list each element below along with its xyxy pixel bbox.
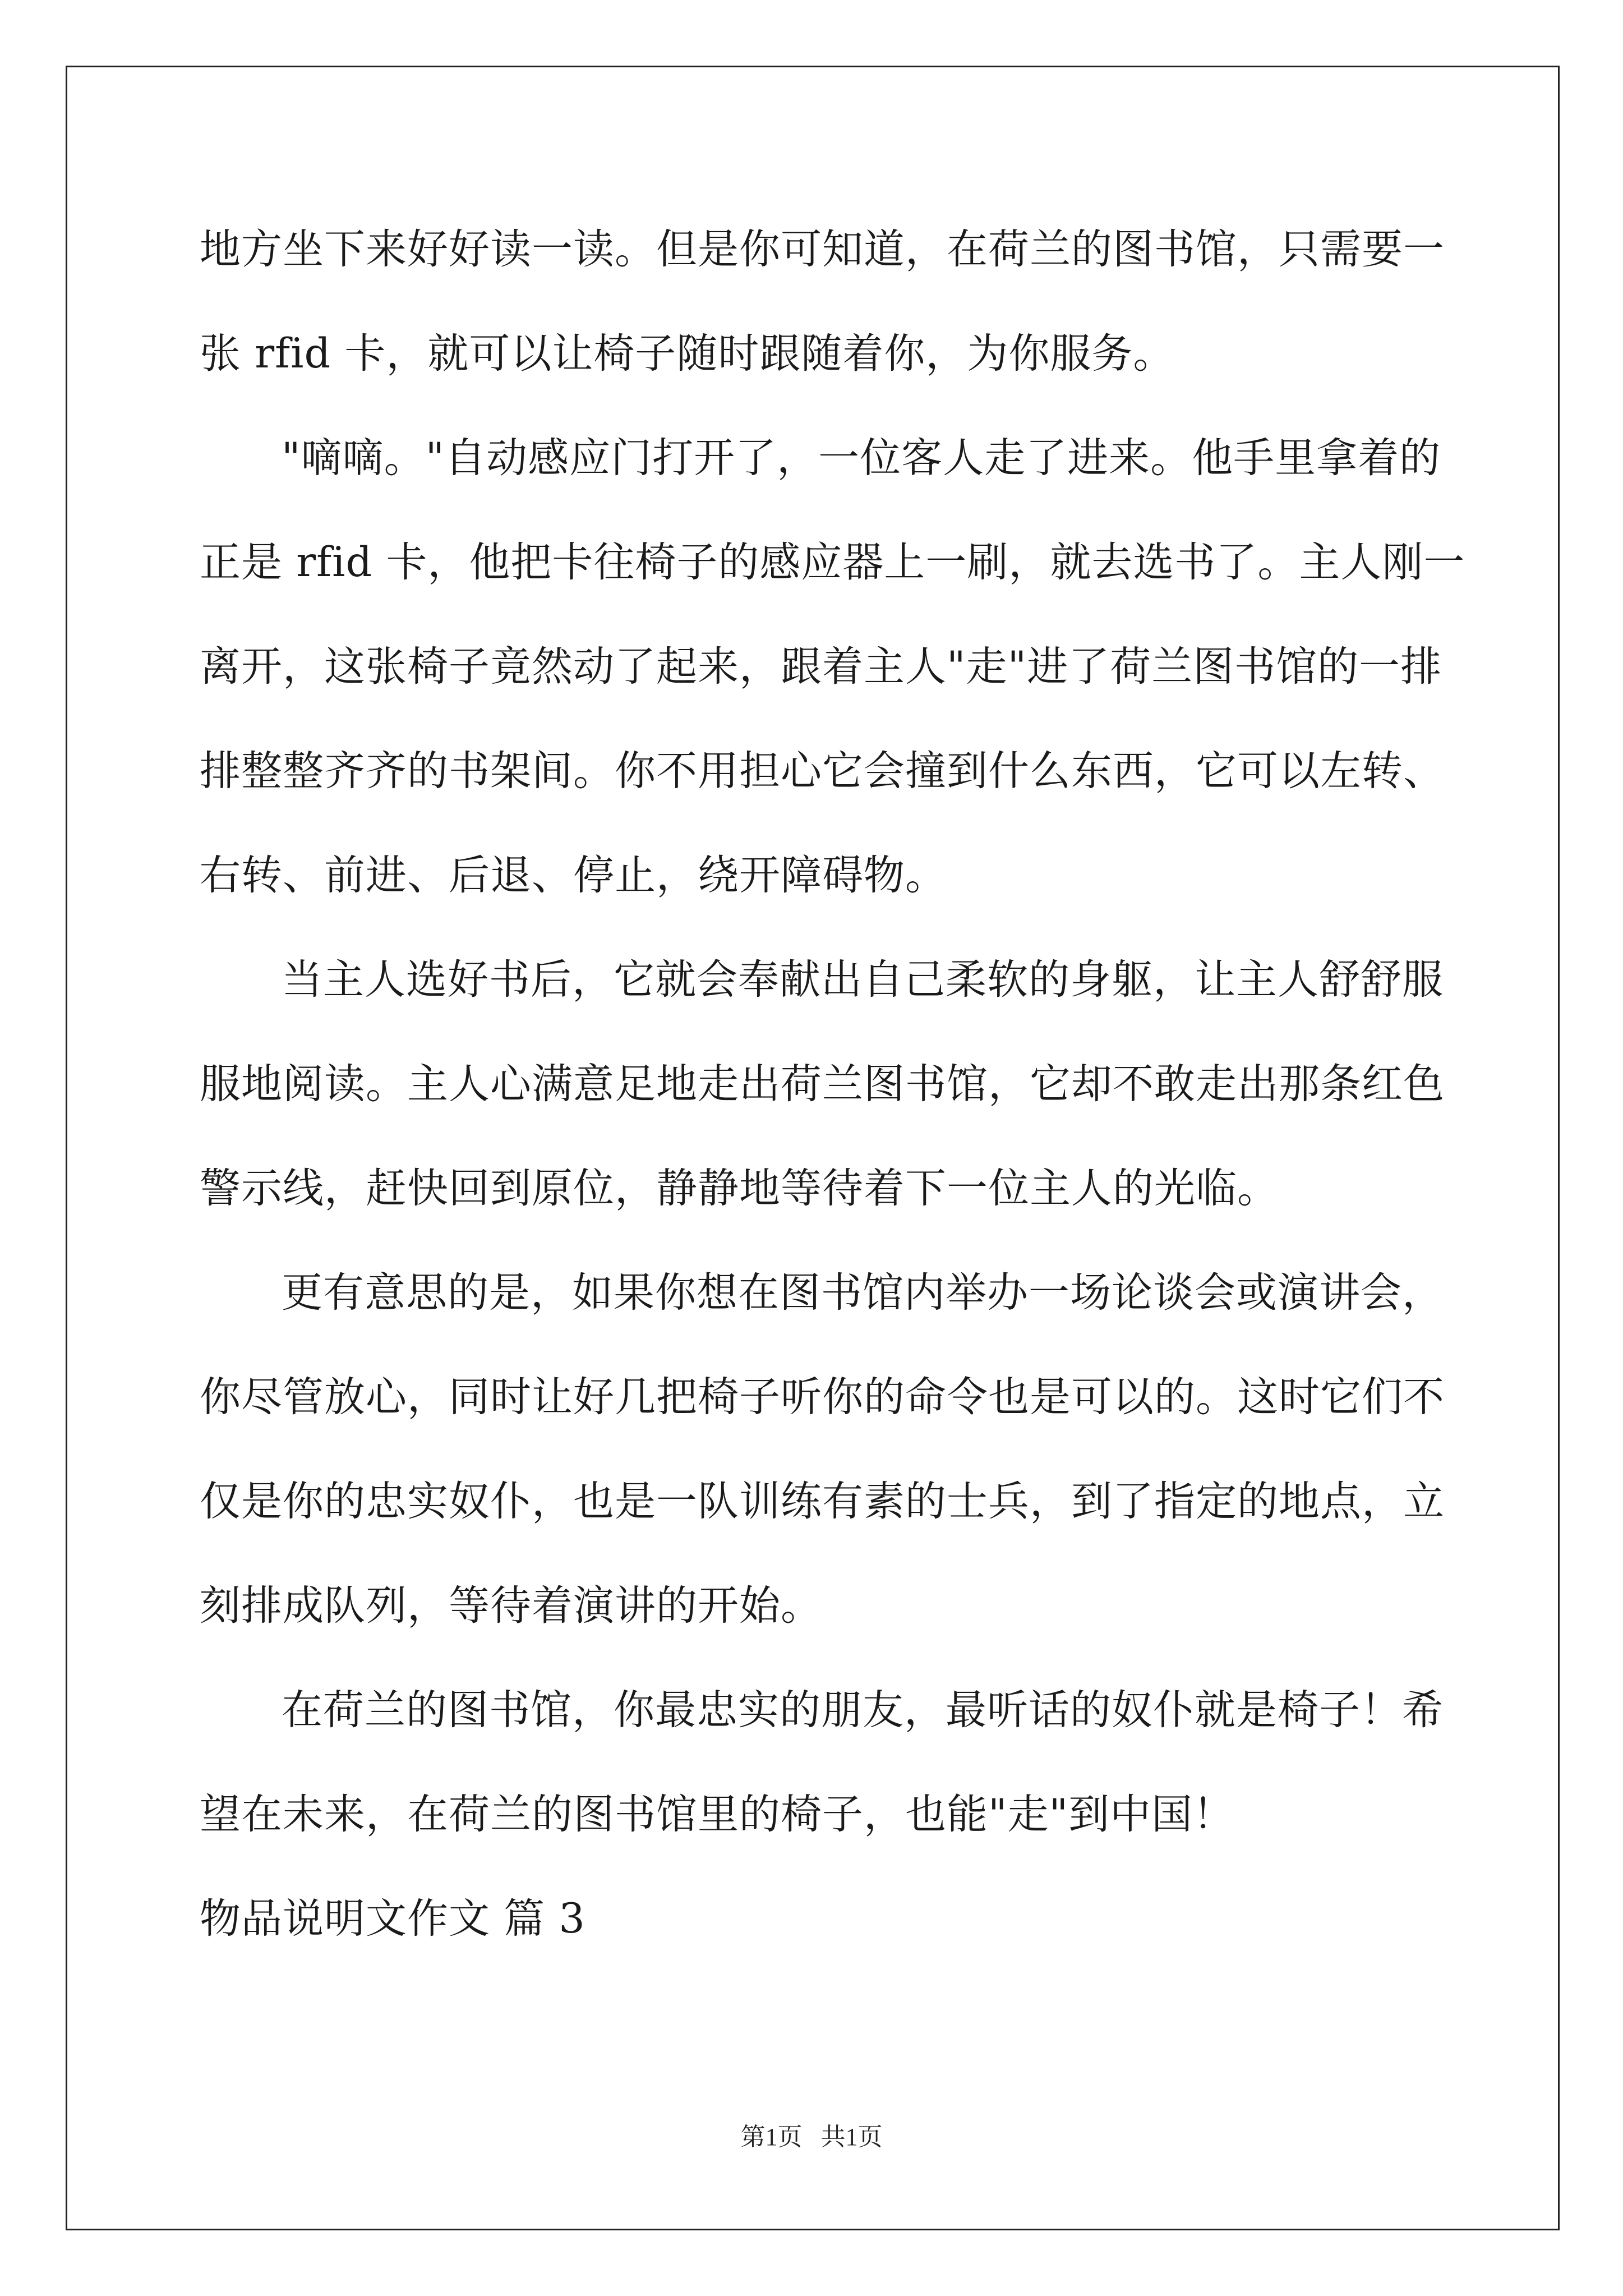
paragraph-start-line: 当主人选好书后，它就会奉献出自己柔软的身躯，让主人舒舒服 — [282, 956, 1444, 1004]
paragraph-start-line: "嘀嘀。"自动感应门打开了，一位客人走了进来。他手里拿着的 — [282, 434, 1441, 482]
text-line: 离开，这张椅子竟然动了起来，跟着主人"走"进了荷兰图书馆的一排 — [200, 643, 1442, 691]
section-heading: 物品说明文作文 篇 3 — [200, 1895, 585, 1943]
page-footer: 第1页 共1页 — [740, 2123, 883, 2151]
text-line: 你尽管放心，同时让好几把椅子听你的命令也是可以的。这时它们不 — [200, 1373, 1445, 1421]
text-line: 警示线，赶快回到原位，静静地等待着下一位主人的光临。 — [200, 1165, 1279, 1212]
paragraph-start-line: 更有意思的是，如果你想在图书馆内举办一场论谈会或演讲会， — [282, 1269, 1444, 1317]
text-line: 地方坐下来好好读一读。但是你可知道，在荷兰的图书馆，只需要一 — [200, 226, 1445, 273]
text-line: 望在未来，在荷兰的图书馆里的椅子，也能"走"到中国！ — [200, 1791, 1235, 1838]
paragraph-start-line: 在荷兰的图书馆，你最忠实的朋友，最听话的奴仆就是椅子！希 — [282, 1686, 1444, 1734]
text-line: 排整整齐齐的书架间。你不用担心它会撞到什么东西，它可以左转、 — [200, 747, 1445, 795]
text-line: 刻排成队列，等待着演讲的开始。 — [200, 1582, 822, 1630]
text-line: 仅是你的忠实奴仆，也是一队训练有素的士兵，到了指定的地点，立 — [200, 1478, 1445, 1525]
text-line: 正是 rfid 卡，他把卡往椅子的感应器上一刷，就去选书了。主人刚一 — [200, 539, 1465, 586]
text-line: 张 rfid 卡，就可以让椅子随时跟随着你，为你服务。 — [200, 330, 1175, 378]
text-line: 右转、前进、后退、停止，绕开障碍物。 — [200, 852, 947, 899]
text-line: 服地阅读。主人心满意足地走出荷兰图书馆，它却不敢走出那条红色 — [200, 1060, 1445, 1108]
